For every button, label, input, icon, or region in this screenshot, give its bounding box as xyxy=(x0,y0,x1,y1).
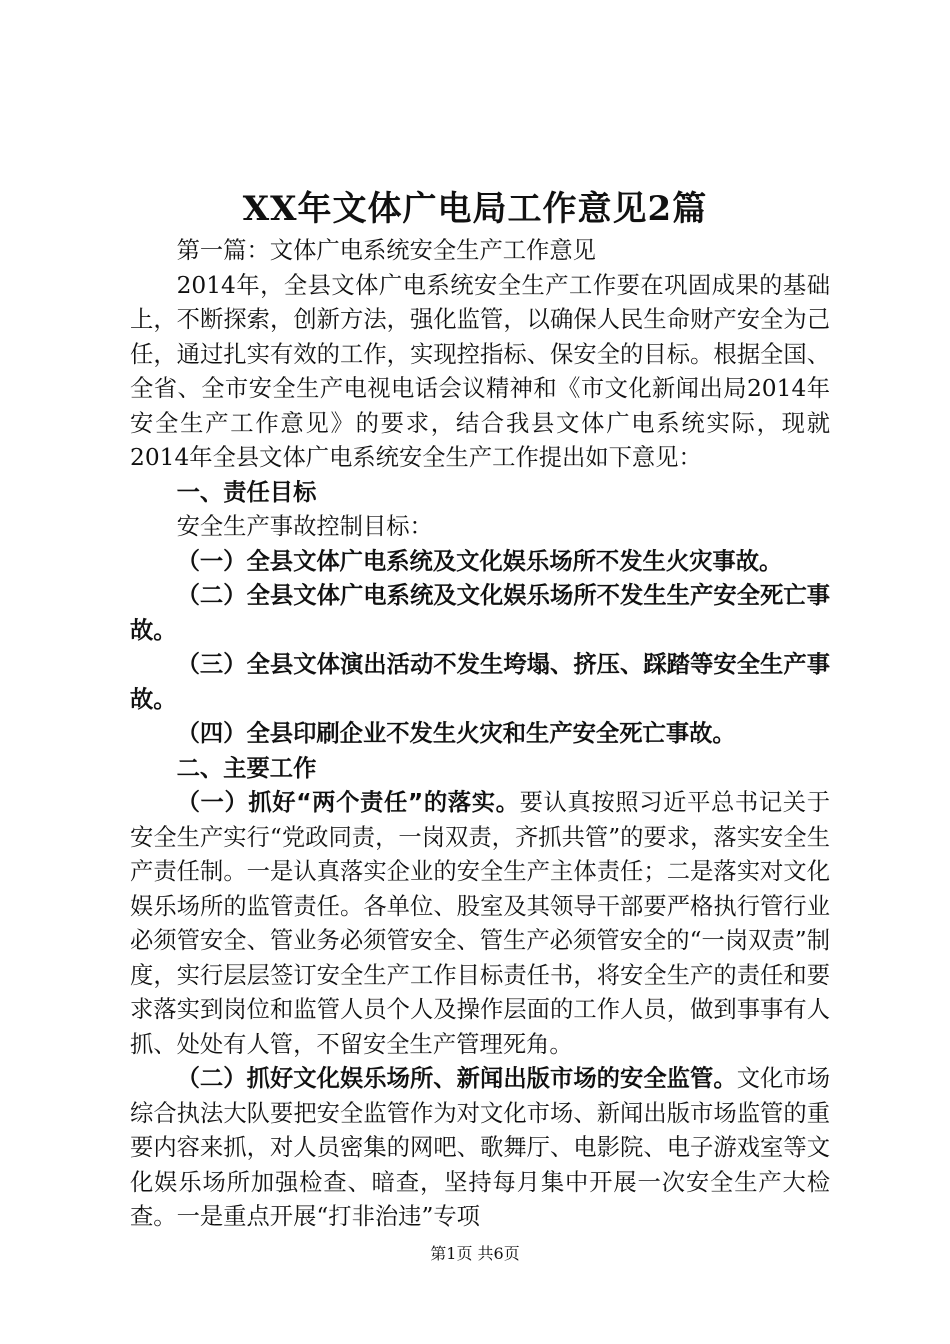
page-footer: 第1页 共6页 xyxy=(430,1244,520,1263)
goal-item: （二）全县文体广电系统及文化娱乐场所不发生生产安全死亡事故。 xyxy=(130,582,830,644)
section1-lead: 安全生产事故控制目标： xyxy=(176,513,433,540)
work-item xyxy=(130,1062,830,1235)
work-item xyxy=(130,786,830,1062)
goal-item: （四）全县印刷企业不发生火灾和生产安全死亡事故。 xyxy=(176,720,736,747)
work-item-head: （二）抓好文化娱乐场所、新闻出版市场的安全监管。 xyxy=(176,1065,737,1092)
intro-paragraph: 2014年，全县文体广电系统安全生产工作要在巩固成果的基础上，不断探索，创新方法，强化监管，以确保人民生命财产安全为己任，通过扎实有效的工作，实现控指标、保安全的目标。根据全国、全省、全市安全生产电视电话会议精神和《市文化新闻出局2014年安全生产工作意见》的要求，结合我县文体广电系统实际，现就2014年全县文体广电系统安全生产工作提出如下意见： xyxy=(130,271,830,471)
section2-heading: 二、主要工作 xyxy=(176,754,317,782)
subtitle: 第一篇：文体广电系统安全生产工作意见 xyxy=(176,237,596,264)
section1-heading: 一、责任目标 xyxy=(176,478,317,506)
goal-item: （一）全县文体广电系统及文化娱乐场所不发生火灾事故。 xyxy=(176,547,783,575)
work-item-text: 要认真按照习近平总书记关于安全生产实行“党政同责，一岗双责，齐抓共管”的要求，落实安全生产责任制。一是认真落实企业的安全生产主体责任；二是落实对文化娱乐场所的监管责任。各单位、股室及其领导干部要严格执行管行业必须管安全、管业务必须管安全、管生产必须管安全的“一岗双责”制度，实行层层签订安全生产工作目标责任书，将安全生产的责任和要求落实到岗位和监管人员个人及操作层面的工作人员，做到事事有人抓、处处有人管，不留安全生产管理死角。 xyxy=(130,789,831,1058)
work-item-text: 文化市场综合执法大队要把安全监管作为对文化市场、新闻出版市场监管的重要内容来抓，对人员密集的网吧、歌舞厅、电影院、电子游戏室等文化娱乐场所加强检查、暗查，坚持每月集中开展一次安全生产大检查。一是重点开展“打非治违”专项 xyxy=(130,1065,831,1230)
work-item-head: （一）抓好“两个责任”的落实。 xyxy=(176,789,520,816)
document-title: XX年文体广电局工作意见2篇 xyxy=(242,189,708,229)
document-body xyxy=(130,234,830,1235)
goal-item: （三）全县文体演出活动不发生垮塌、挤压、踩踏等安全生产事故。 xyxy=(130,651,830,713)
